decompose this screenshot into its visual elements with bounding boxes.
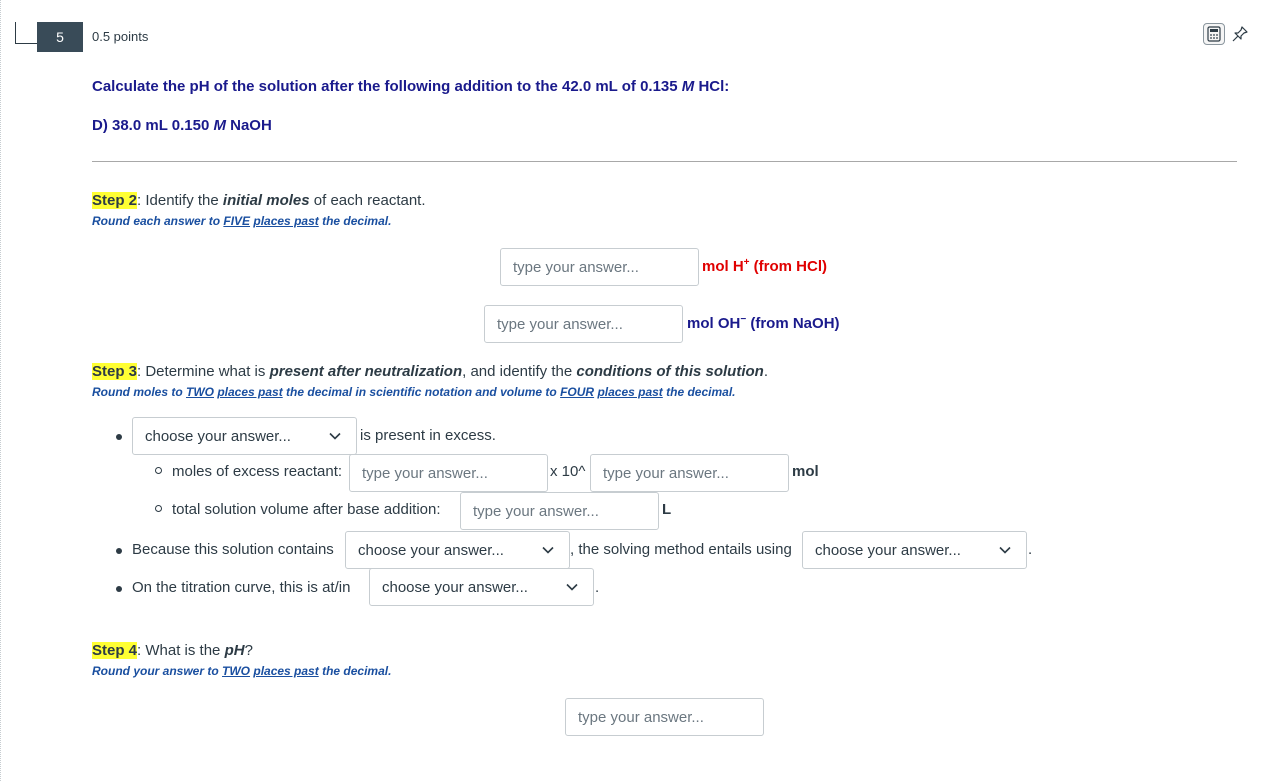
step3-hint: Round moles to TWO places past the decimal in scientific notation and volume to FOUR places past the decimal.	[92, 385, 736, 399]
method-select[interactable]: choose your answer...	[802, 531, 1027, 569]
bullet	[116, 548, 122, 554]
method-text: , the solving method entails using	[570, 541, 792, 558]
part-d-label: D) 38.0 mL 0.150 M NaOH	[92, 117, 272, 134]
chevron-down-icon	[328, 429, 342, 443]
sub-bullet	[155, 467, 162, 474]
question-points: 0.5 points	[92, 29, 149, 44]
sub-bullet	[155, 505, 162, 512]
moles-h-unit: mol H+ (from HCl)	[702, 257, 828, 275]
step3-title: Step 3: Determine what is present after neutralization, and identify the conditions of this solution.	[92, 363, 769, 380]
corner-mark	[15, 22, 37, 44]
bullet	[116, 434, 122, 440]
period: .	[595, 579, 600, 596]
divider	[92, 161, 1237, 162]
curve-text: On the titration curve, this is at/in	[132, 579, 351, 596]
excess-text: is present in excess.	[360, 427, 496, 444]
contains-text: Because this solution contains	[132, 541, 334, 558]
chevron-down-icon	[998, 543, 1012, 557]
bullet	[116, 586, 122, 592]
chevron-down-icon	[541, 543, 555, 557]
excess-reactant-select[interactable]: choose your answer...	[132, 417, 357, 455]
volume-unit: L	[662, 501, 672, 518]
period: .	[1028, 541, 1033, 558]
step2-hint: Round each answer to FIVE places past the decimal.	[92, 214, 392, 228]
moles-excess-label: moles of excess reactant:	[172, 463, 343, 480]
calculator-icon[interactable]	[1203, 23, 1225, 45]
titration-curve-select[interactable]: choose your answer...	[369, 568, 594, 606]
chevron-down-icon	[565, 580, 579, 594]
question-tools	[1203, 23, 1249, 45]
moles-oh-unit: mol OH− (from NaOH)	[687, 314, 840, 332]
mol-unit: mol	[792, 463, 819, 480]
contains-select[interactable]: choose your answer...	[345, 531, 570, 569]
volume-label: total solution volume after base addition:	[172, 501, 441, 518]
question-number: 5	[37, 22, 83, 52]
moles-exponent-input[interactable]: type your answer...	[590, 454, 789, 492]
moles-oh-input[interactable]: type your answer...	[484, 305, 683, 343]
step4-title: Step 4: What is the pH?	[92, 642, 253, 659]
pin-icon[interactable]	[1231, 25, 1249, 43]
moles-h-input[interactable]: type your answer...	[500, 248, 699, 286]
step2-title: Step 2: Identify the initial moles of each reactant.	[92, 192, 426, 209]
times-ten-label: x 10^	[550, 463, 586, 480]
question-prompt: Calculate the pH of the solution after the following addition to the 42.0 mL of 0.135 M HCl:	[92, 78, 730, 95]
volume-input[interactable]: type your answer...	[460, 492, 659, 530]
step4-hint: Round your answer to TWO places past the decimal.	[92, 664, 392, 678]
ph-input[interactable]: type your answer...	[565, 698, 764, 736]
moles-excess-input[interactable]: type your answer...	[349, 454, 548, 492]
